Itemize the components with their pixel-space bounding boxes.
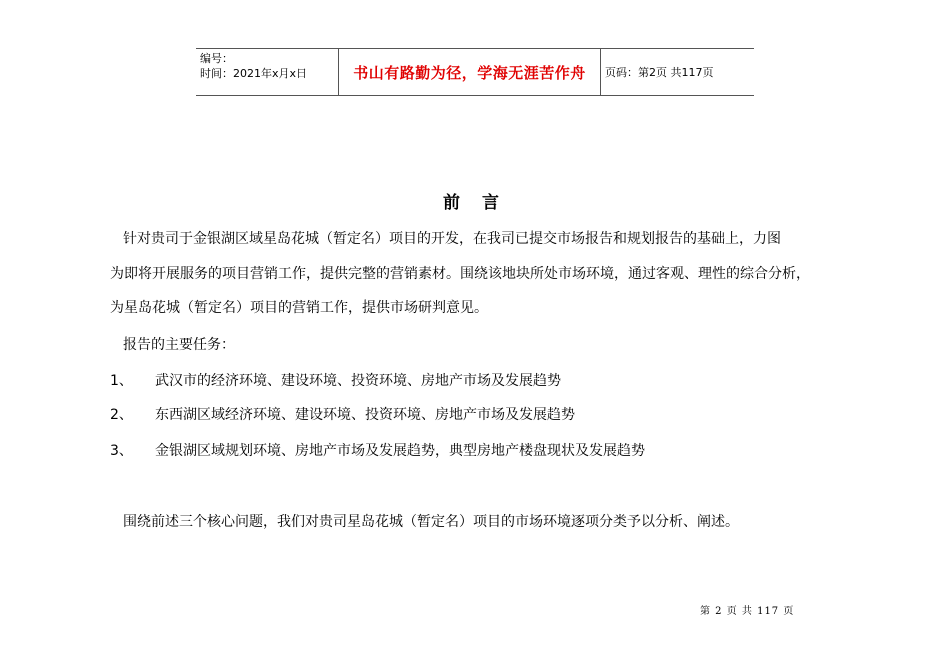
intro-line-1: 针对贵司于金银湖区域星岛花城（暂定名）项目的开发，在我司已提交市场报告和规划报告的基础上，力图 [123, 231, 781, 247]
intro-line-3: 为星岛花城（暂定名）项目的营销工作，提供市场研判意见。 [110, 300, 488, 316]
task-number: 2、 [110, 407, 133, 423]
time-label: 时间：2021年x月x日 [200, 67, 308, 80]
header-meta [196, 49, 339, 95]
header-page-code: 页码：第2页 共117页 [605, 66, 714, 79]
task-text: 武汉市的经济环境、建设环境、投资环境、房地产市场及发展趋势 [155, 373, 561, 389]
task-number: 1、 [110, 373, 133, 389]
document-title: 前 言 [443, 193, 507, 213]
summary-paragraph: 围绕前述三个核心问题，我们对贵司星岛花城（暂定名）项目的市场环境逐项分类予以分析、阐述。 [123, 514, 739, 530]
task-text: 东西湖区域经济环境、建设环境、投资环境、房地产市场及发展趋势 [155, 407, 575, 423]
number-label: 编号： [200, 52, 233, 65]
tasks-title: 报告的主要任务： [123, 337, 235, 353]
intro-line-2: 为即将开展服务的项目营销工作，提供完整的营销素材。围绕该地块所处市场环境，通过客观、理性的综合分析， [110, 266, 810, 282]
page-header [196, 48, 754, 96]
task-number: 3、 [110, 443, 133, 459]
task-text: 金银湖区域规划环境、房地产市场及发展趋势，典型房地产楼盘现状及发展趋势 [155, 443, 645, 459]
page-footer: 第 2 页 共 117 页 [700, 606, 795, 617]
header-motto: 书山有路勤为径，学海无涯苦作舟 [339, 49, 601, 95]
